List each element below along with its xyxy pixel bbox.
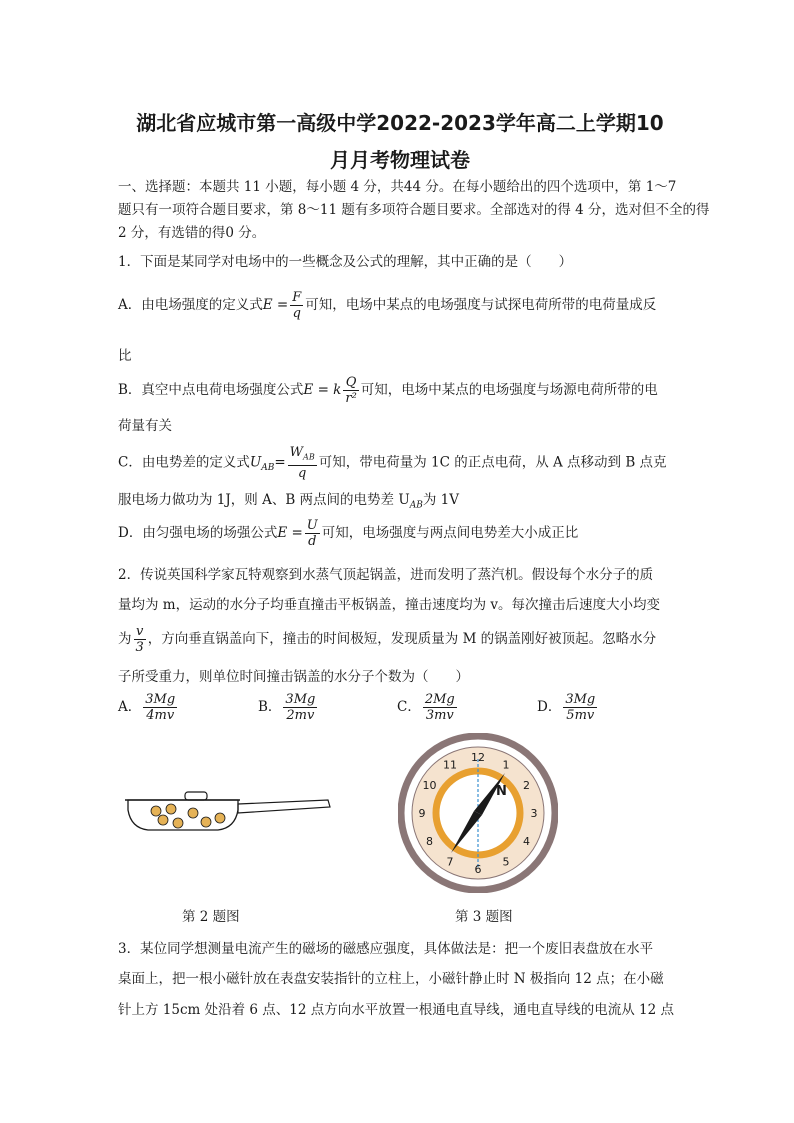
clock-number-4: 4: [523, 835, 530, 848]
pot-handle: [238, 800, 330, 813]
q2-line2: 量均为 m，运动的水分子均垂直撞击平板锅盖，撞击速度均为 v。每次撞击后速度大小均变: [118, 597, 661, 613]
q1-a-prefix: A．由电场强度的定义式: [118, 297, 263, 313]
formula-u-over-d: [305, 518, 320, 549]
q1-option-c: [118, 445, 667, 481]
q1-option-a: [118, 290, 656, 321]
q2-line3-prefix: 为: [118, 631, 132, 647]
q2-c-den: 3mv: [425, 708, 454, 723]
q2-a-frac: [143, 692, 177, 723]
formula-w-over-q: [288, 445, 317, 481]
compass-dial-figure: [398, 733, 558, 893]
section-instructions-line3: 2 分，有选错的得0 分。: [118, 225, 266, 241]
caption-figure-2: 第 2 题图: [182, 909, 240, 925]
formula-e-lhs-d: E =: [277, 525, 303, 541]
q2-option-a: [118, 692, 179, 723]
q2-c-num: 2Mg: [424, 692, 455, 707]
clock-number-5: 5: [502, 855, 510, 869]
q1-c-prefix: C．由电势差的定义式: [118, 454, 250, 471]
q2-d-label: D．: [537, 699, 562, 715]
clock-number-3: 3: [530, 807, 538, 820]
q2-line3-suffix: ，方向垂直锅盖向下，撞击的时间极短，发现质量为 M 的锅盖刚好被顶起。忽略水分: [147, 631, 657, 647]
exam-title-line2: 月月考物理试卷: [330, 148, 470, 172]
q3-line2: 桌面上，把一根小磁针放在表盘安装指针的立柱上，小磁针静止时 N 极指向 12 点；在小磁: [118, 971, 664, 987]
q2-line1: 2．传说英国科学家瓦特观察到水蒸气顶起锅盖，进而发明了蒸汽机。假设每个水分子的质: [118, 567, 654, 583]
formula-v-over-3: [134, 624, 146, 655]
q1-b-suffix: 可知，电场中某点的电场强度与场源电荷所带的电: [360, 382, 658, 398]
formula-u-lhs: U: [249, 454, 262, 471]
q1-c-suffix: 可知，带电荷量为 1C 的正点电荷，从 A 点移动到 B 点克: [318, 454, 667, 471]
clock-number-9: 9: [418, 807, 426, 820]
q1-c-sub: AB: [409, 500, 423, 511]
formula-q-den-c: q: [298, 465, 307, 481]
q2-d-num: 3Mg: [565, 692, 596, 707]
q2-a-den: 4mv: [146, 708, 175, 723]
q1-option-b: [118, 375, 658, 406]
section-instructions-line2: 题只有一项符合题目要求，第 8～11 题有多项符合题目要求。全部选对的得 4 分，选对但不全的得: [118, 202, 710, 218]
q1-option-d: [118, 518, 578, 549]
formula-3-den: 3: [135, 640, 144, 655]
clock-number-8: 8: [426, 835, 433, 848]
q1-d-suffix: 可知，电场强度与两点间电势差大小成正比: [321, 525, 579, 541]
q1-d-prefix: D．由匀强电场的场强公式: [118, 525, 278, 541]
formula-f-num: F: [292, 290, 302, 305]
q1-a-suffix: 可知，电场中某点的电场强度与试探电荷所带的电荷量成反: [305, 297, 657, 313]
q2-line4: 子所受重力，则单位时间撞击锅盖的水分子个数为（ ）: [118, 669, 469, 685]
formula-r2-den: r²: [345, 391, 357, 406]
clock-number-10: 10: [422, 779, 437, 792]
q1-option-c-cont: [118, 488, 459, 511]
exam-title-line1: 湖北省应城市第一高级中学2022-2023学年高二上学期10: [136, 111, 664, 135]
q2-b-frac: [283, 692, 317, 723]
section-instructions-line1: 一、选择题：本题共 11 小题，每小题 4 分，共44 分。在每小题给出的四个选项中，第 1～7: [118, 179, 677, 195]
formula-eq: =: [274, 454, 286, 471]
formula-u-num: U: [306, 518, 318, 533]
caption-figure-3: 第 3 题图: [455, 909, 513, 925]
q3-line3: 针上方 15cm 处沿着 6 点、12 点方向水平放置一根通电直导线，通电直导线的电流从 12 点: [118, 1002, 675, 1018]
steam-balls: [151, 804, 225, 828]
q1-c-cont-text: 服电场力做功为 1J，则 A、B 两点间的电势差 U: [118, 492, 410, 508]
formula-q-num: Q: [343, 375, 358, 391]
q2-option-d: [537, 692, 599, 723]
q2-option-b: [258, 692, 319, 723]
formula-d-den: d: [308, 534, 317, 549]
q3-line1: 3．某位同学想测量电流产生的磁场的磁感应强度，具体做法是：把一个废旧表盘放在水平: [118, 941, 654, 957]
clock-number-7: 7: [446, 855, 454, 869]
q2-a-label: A．: [118, 699, 142, 715]
north-label: N: [496, 784, 507, 799]
q1-stem: 1．下面是某同学对电场中的一些概念及公式的理解，其中正确的是（ ）: [118, 254, 573, 270]
clock-number-1: 1: [502, 758, 510, 772]
q2-b-label: B．: [258, 699, 282, 715]
q1-option-a-cont: 比: [118, 348, 132, 364]
formula-u-sub: AB: [261, 462, 275, 473]
q2-b-num: 3Mg: [285, 692, 316, 707]
q2-line3: [118, 624, 656, 655]
q1-option-b-cont: 荷量有关: [118, 418, 172, 434]
q2-c-label: C．: [397, 699, 421, 715]
clock-number-11: 11: [443, 758, 457, 772]
q2-d-frac: [563, 692, 597, 723]
clock-number-2: 2: [523, 779, 530, 792]
formula-e-lhs: E =: [262, 297, 289, 313]
formula-q-over-r2: [343, 375, 358, 406]
clock-number-6: 6: [474, 863, 482, 876]
formula-ek-lhs: E = k: [303, 382, 342, 398]
q2-a-num: 3Mg: [145, 692, 176, 707]
lid-knob: [185, 792, 207, 800]
formula-w-sub: AB: [303, 452, 315, 462]
q2-d-den: 5mv: [566, 708, 595, 723]
q2-b-den: 2mv: [286, 708, 315, 723]
formula-q-den: q: [292, 306, 301, 321]
formula-w-num: W: [289, 445, 304, 460]
clock-number-12: 12: [471, 751, 485, 764]
pot-figure: [120, 780, 340, 840]
q2-option-c: [397, 692, 459, 723]
formula-v-num: v: [134, 624, 146, 640]
q2-c-frac: [423, 692, 457, 723]
q1-b-prefix: B．真空中点电荷电场强度公式: [118, 382, 304, 398]
q1-c-end: 为 1V: [422, 492, 459, 508]
formula-f-over-q: [290, 290, 303, 321]
